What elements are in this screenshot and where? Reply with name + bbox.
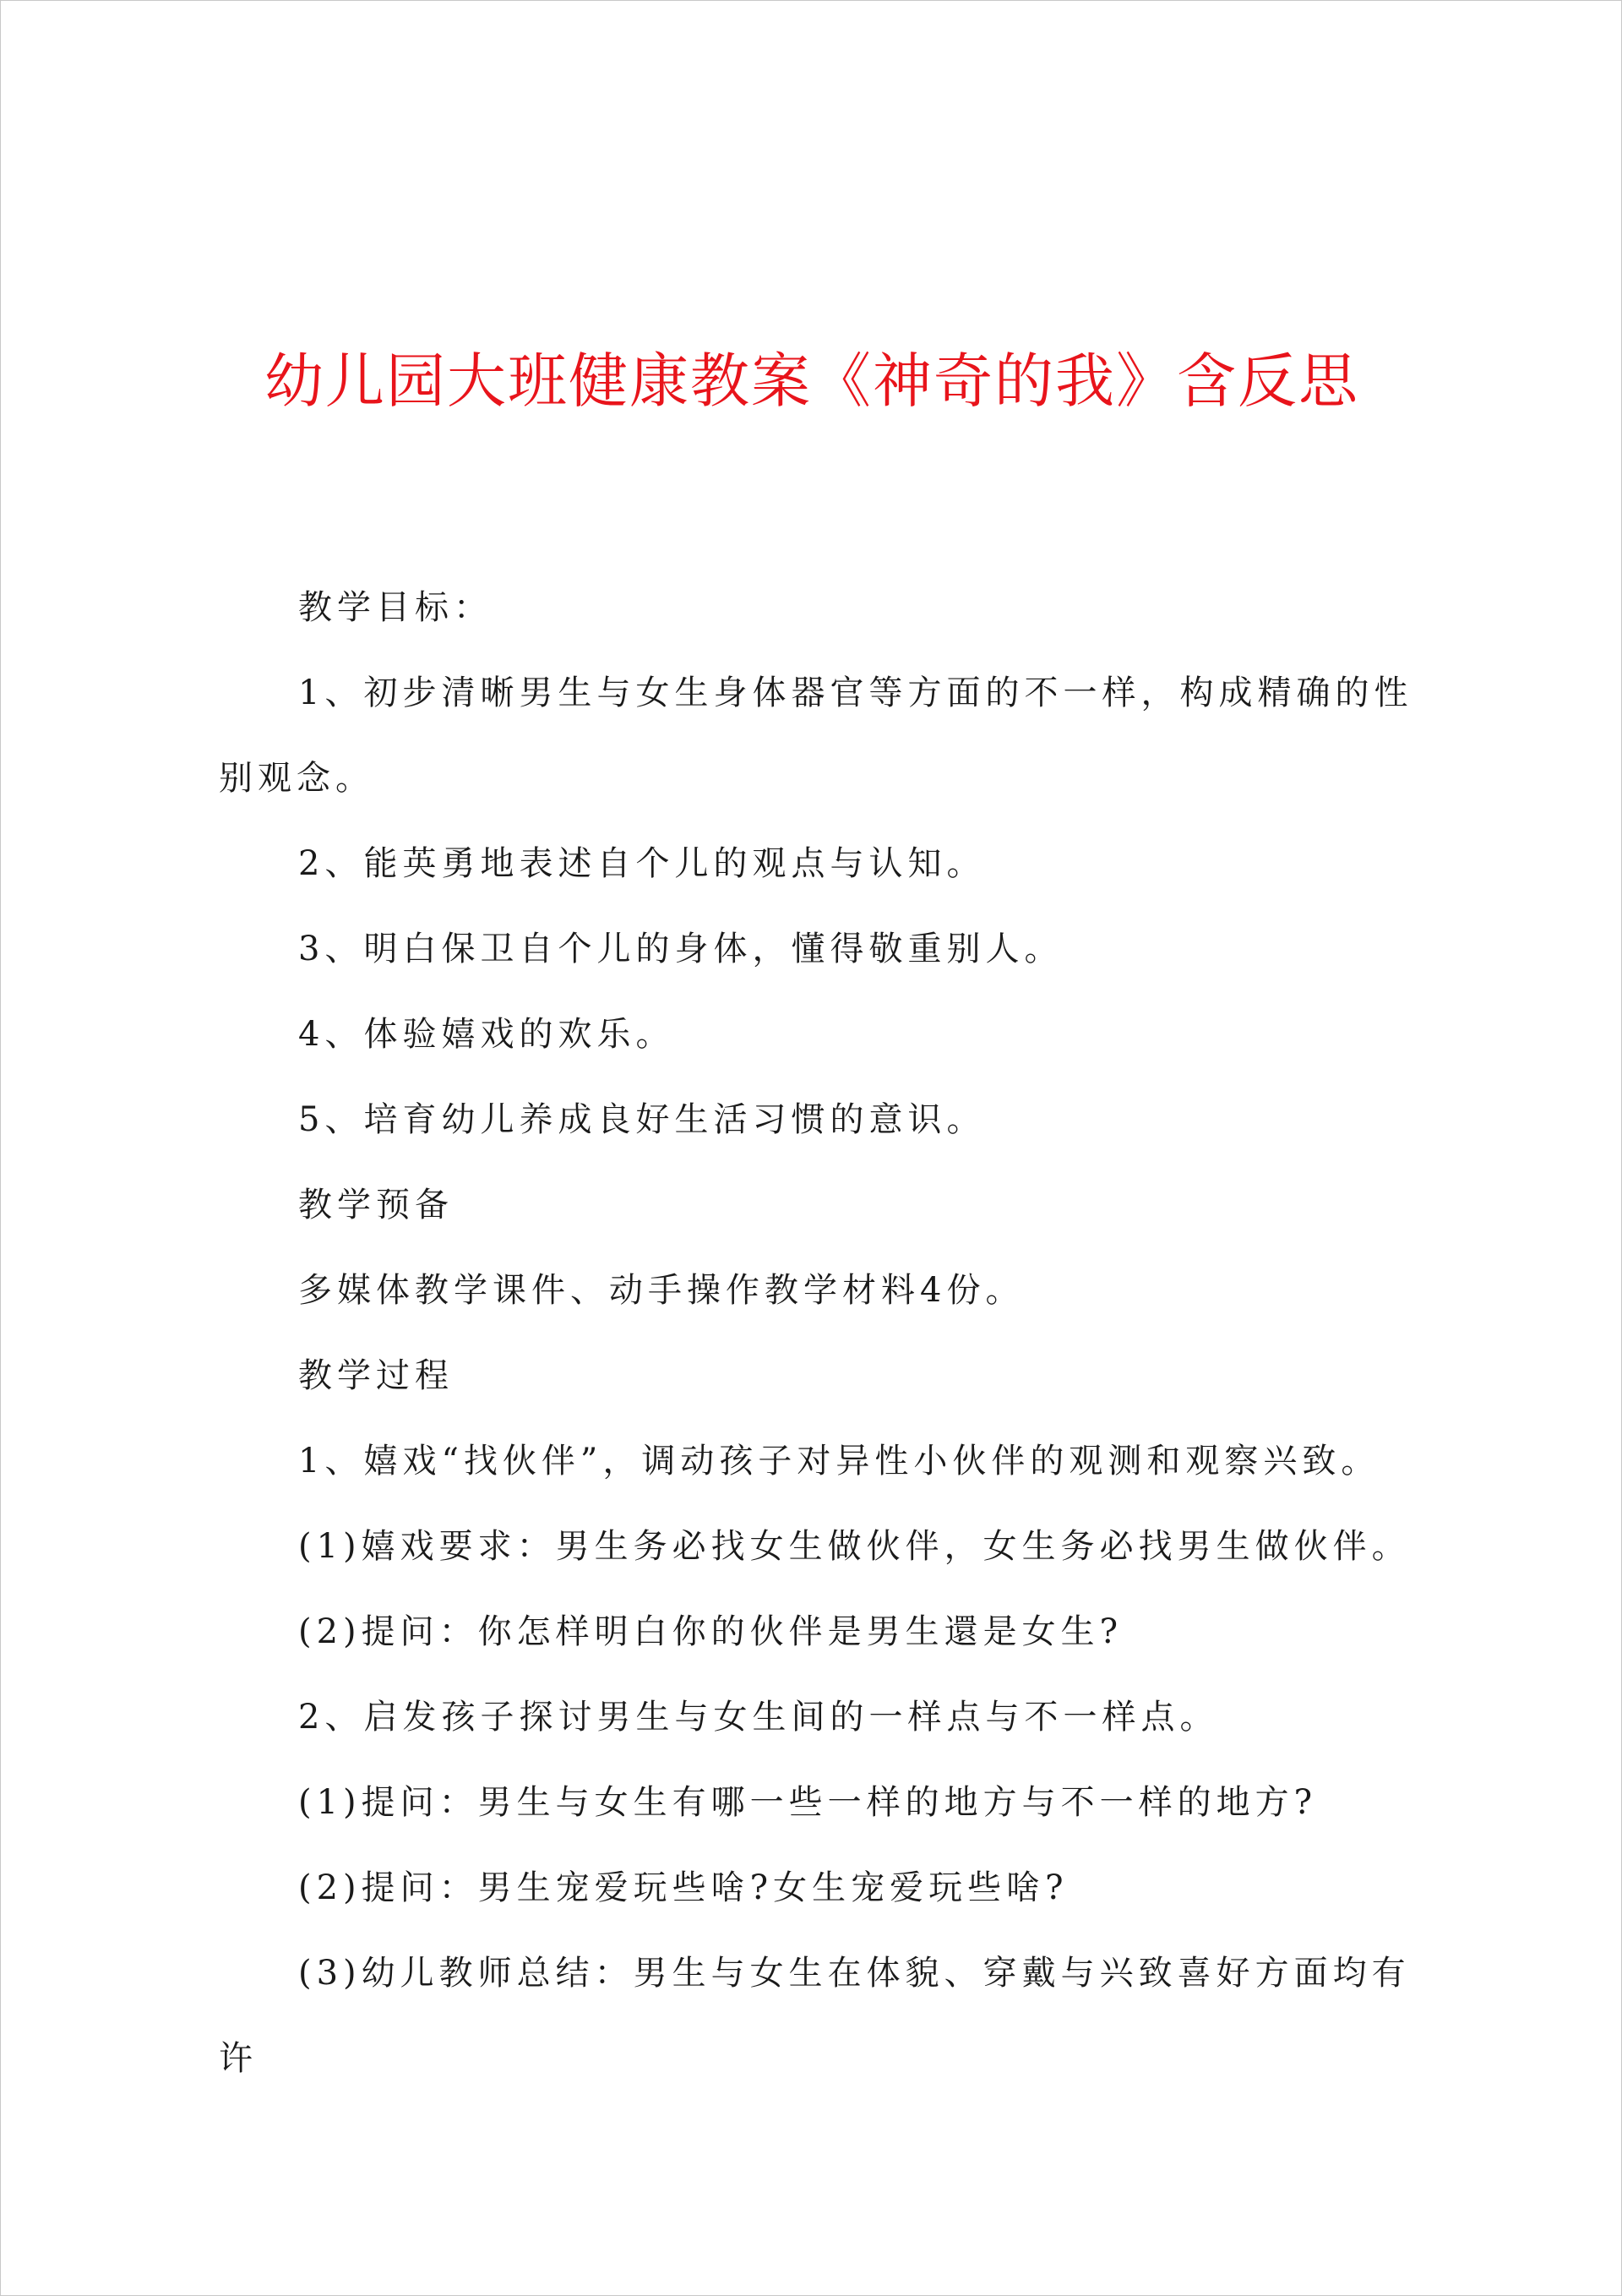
paragraph-materials: 多媒体教学课件、动手操作教学材料4份。 xyxy=(298,1271,1025,1310)
paragraph-heading-objectives: 教学目标： xyxy=(298,588,493,627)
paragraph-objective-3: 3、明白保卫自个儿的身体，懂得敬重别人。 xyxy=(298,930,1064,968)
paragraph-objective-2: 2、能英勇地表述自个儿的观点与认知。 xyxy=(298,844,986,883)
paragraph-objective-5: 5、培育幼儿养成良好生活习惯的意识。 xyxy=(298,1100,986,1139)
paragraph-objective-1: 1、初步清晰男生与女生身体器官等方面的不一样，构成精确的性别观念。 xyxy=(219,674,1413,798)
paragraph-step-2-c: (3)幼儿教师总结：男生与女生在体貌、穿戴与兴致喜好方面均有许 xyxy=(219,1954,1411,2078)
paragraph-objective-4: 4、体验嬉戏的欢乐。 xyxy=(298,1015,675,1054)
paragraph-heading-preparation: 教学预备 xyxy=(298,1186,454,1224)
paragraph-step-1-b: (2)提问：你怎样明白你的伙伴是男生還是女生? xyxy=(298,1612,1124,1651)
paragraph-step-2: 2、启发孩子探讨男生与女生间的一样点与不一样点。 xyxy=(298,1698,1219,1737)
paragraph-heading-process: 教学过程 xyxy=(298,1356,454,1395)
document-body xyxy=(219,565,1418,2102)
paragraph-step-1: 1、嬉戏“找伙伴”，调动孩子对异性小伙伴的观测和观察兴致。 xyxy=(298,1442,1380,1481)
paragraph-step-1-a: (1)嬉戏要求：男生务必找女生做伙伴，女生务必找男生做伙伴。 xyxy=(298,1527,1411,1566)
paragraph-step-2-a: (1)提问：男生与女生有哪一些一样的地方与不一样的地方? xyxy=(298,1783,1318,1822)
document-title: 幼儿园大班健康教案《神奇的我》含反思 xyxy=(264,346,1359,416)
paragraph-step-2-b: (2)提问：男生宠爱玩些啥?女生宠爱玩些啥? xyxy=(298,1868,1069,1907)
